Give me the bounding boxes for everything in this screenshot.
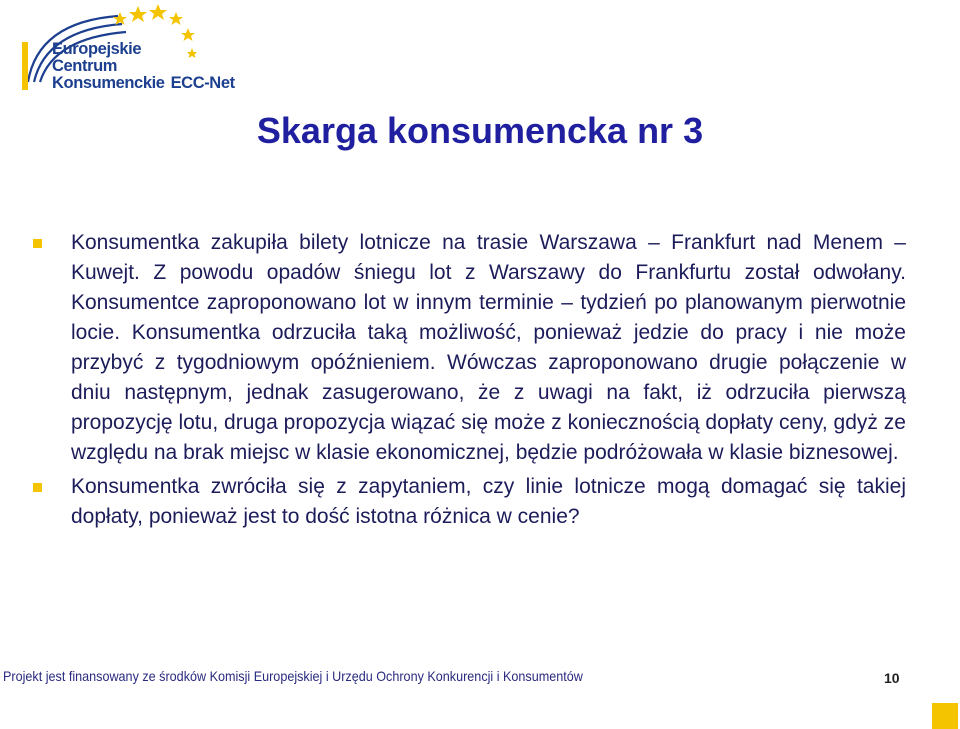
bullet-list bbox=[30, 228, 906, 532]
logo-line-3 bbox=[52, 74, 235, 92]
bullet-item bbox=[30, 472, 906, 532]
logo-line-3-text: Konsumenckie bbox=[52, 74, 165, 92]
bullet-square-icon bbox=[33, 483, 42, 492]
bullet-item bbox=[30, 228, 906, 468]
ecc-logo bbox=[18, 2, 235, 98]
logo-network: ECC-Net bbox=[170, 74, 235, 92]
bullet-text: Konsumentka zwróciła się z zapytaniem, czy linie lotnicze mogą domagać się takiej dopłaty, ponieważ jest to dość istotna różnica w cenie? bbox=[71, 475, 906, 528]
corner-square-decoration bbox=[932, 703, 958, 729]
footer-funding-note: Projekt jest finansowany ze środków Komisji Europejskiej i Urzędu Ochrony Konkurencji i Konsumentów bbox=[3, 668, 583, 684]
logo-line-1: Europejskie bbox=[52, 40, 142, 58]
slide-title: Skarga konsumencka nr 3 bbox=[256, 110, 704, 151]
page-number: 10 bbox=[884, 670, 900, 686]
bullet-text: Konsumentka zakupiła bilety lotnicze na trasie Warszawa – Frankfurt nad Menem – Kuwejt. Z powodu opadów śniegu lot z Warszawy do Frankfurtu został odwołany. Konsumentce zaproponowano lot w innym terminie – tydzień po planowanym pierwotnie locie. Konsumentka odrzuciła taką możliwość, ponieważ jedzie do pracy i nie może przybyć z tygodniowym opóźnieniem. Wówczas zaproponowano drugie połączenie w dniu następnym, jednak zasugerowano, że z uwagi na fakt, iż odrzuciła pierwszą propozycję lotu, druga propozycja wiązać się może z koniecznością dopłaty ceny, gdyż ze względu na brak miejsc w klasie ekonomicznej, będzie podróżowała w klasie biznesowej. bbox=[71, 231, 906, 464]
logo-line-2: Centrum bbox=[52, 57, 118, 75]
bullet-square-icon bbox=[33, 239, 42, 248]
